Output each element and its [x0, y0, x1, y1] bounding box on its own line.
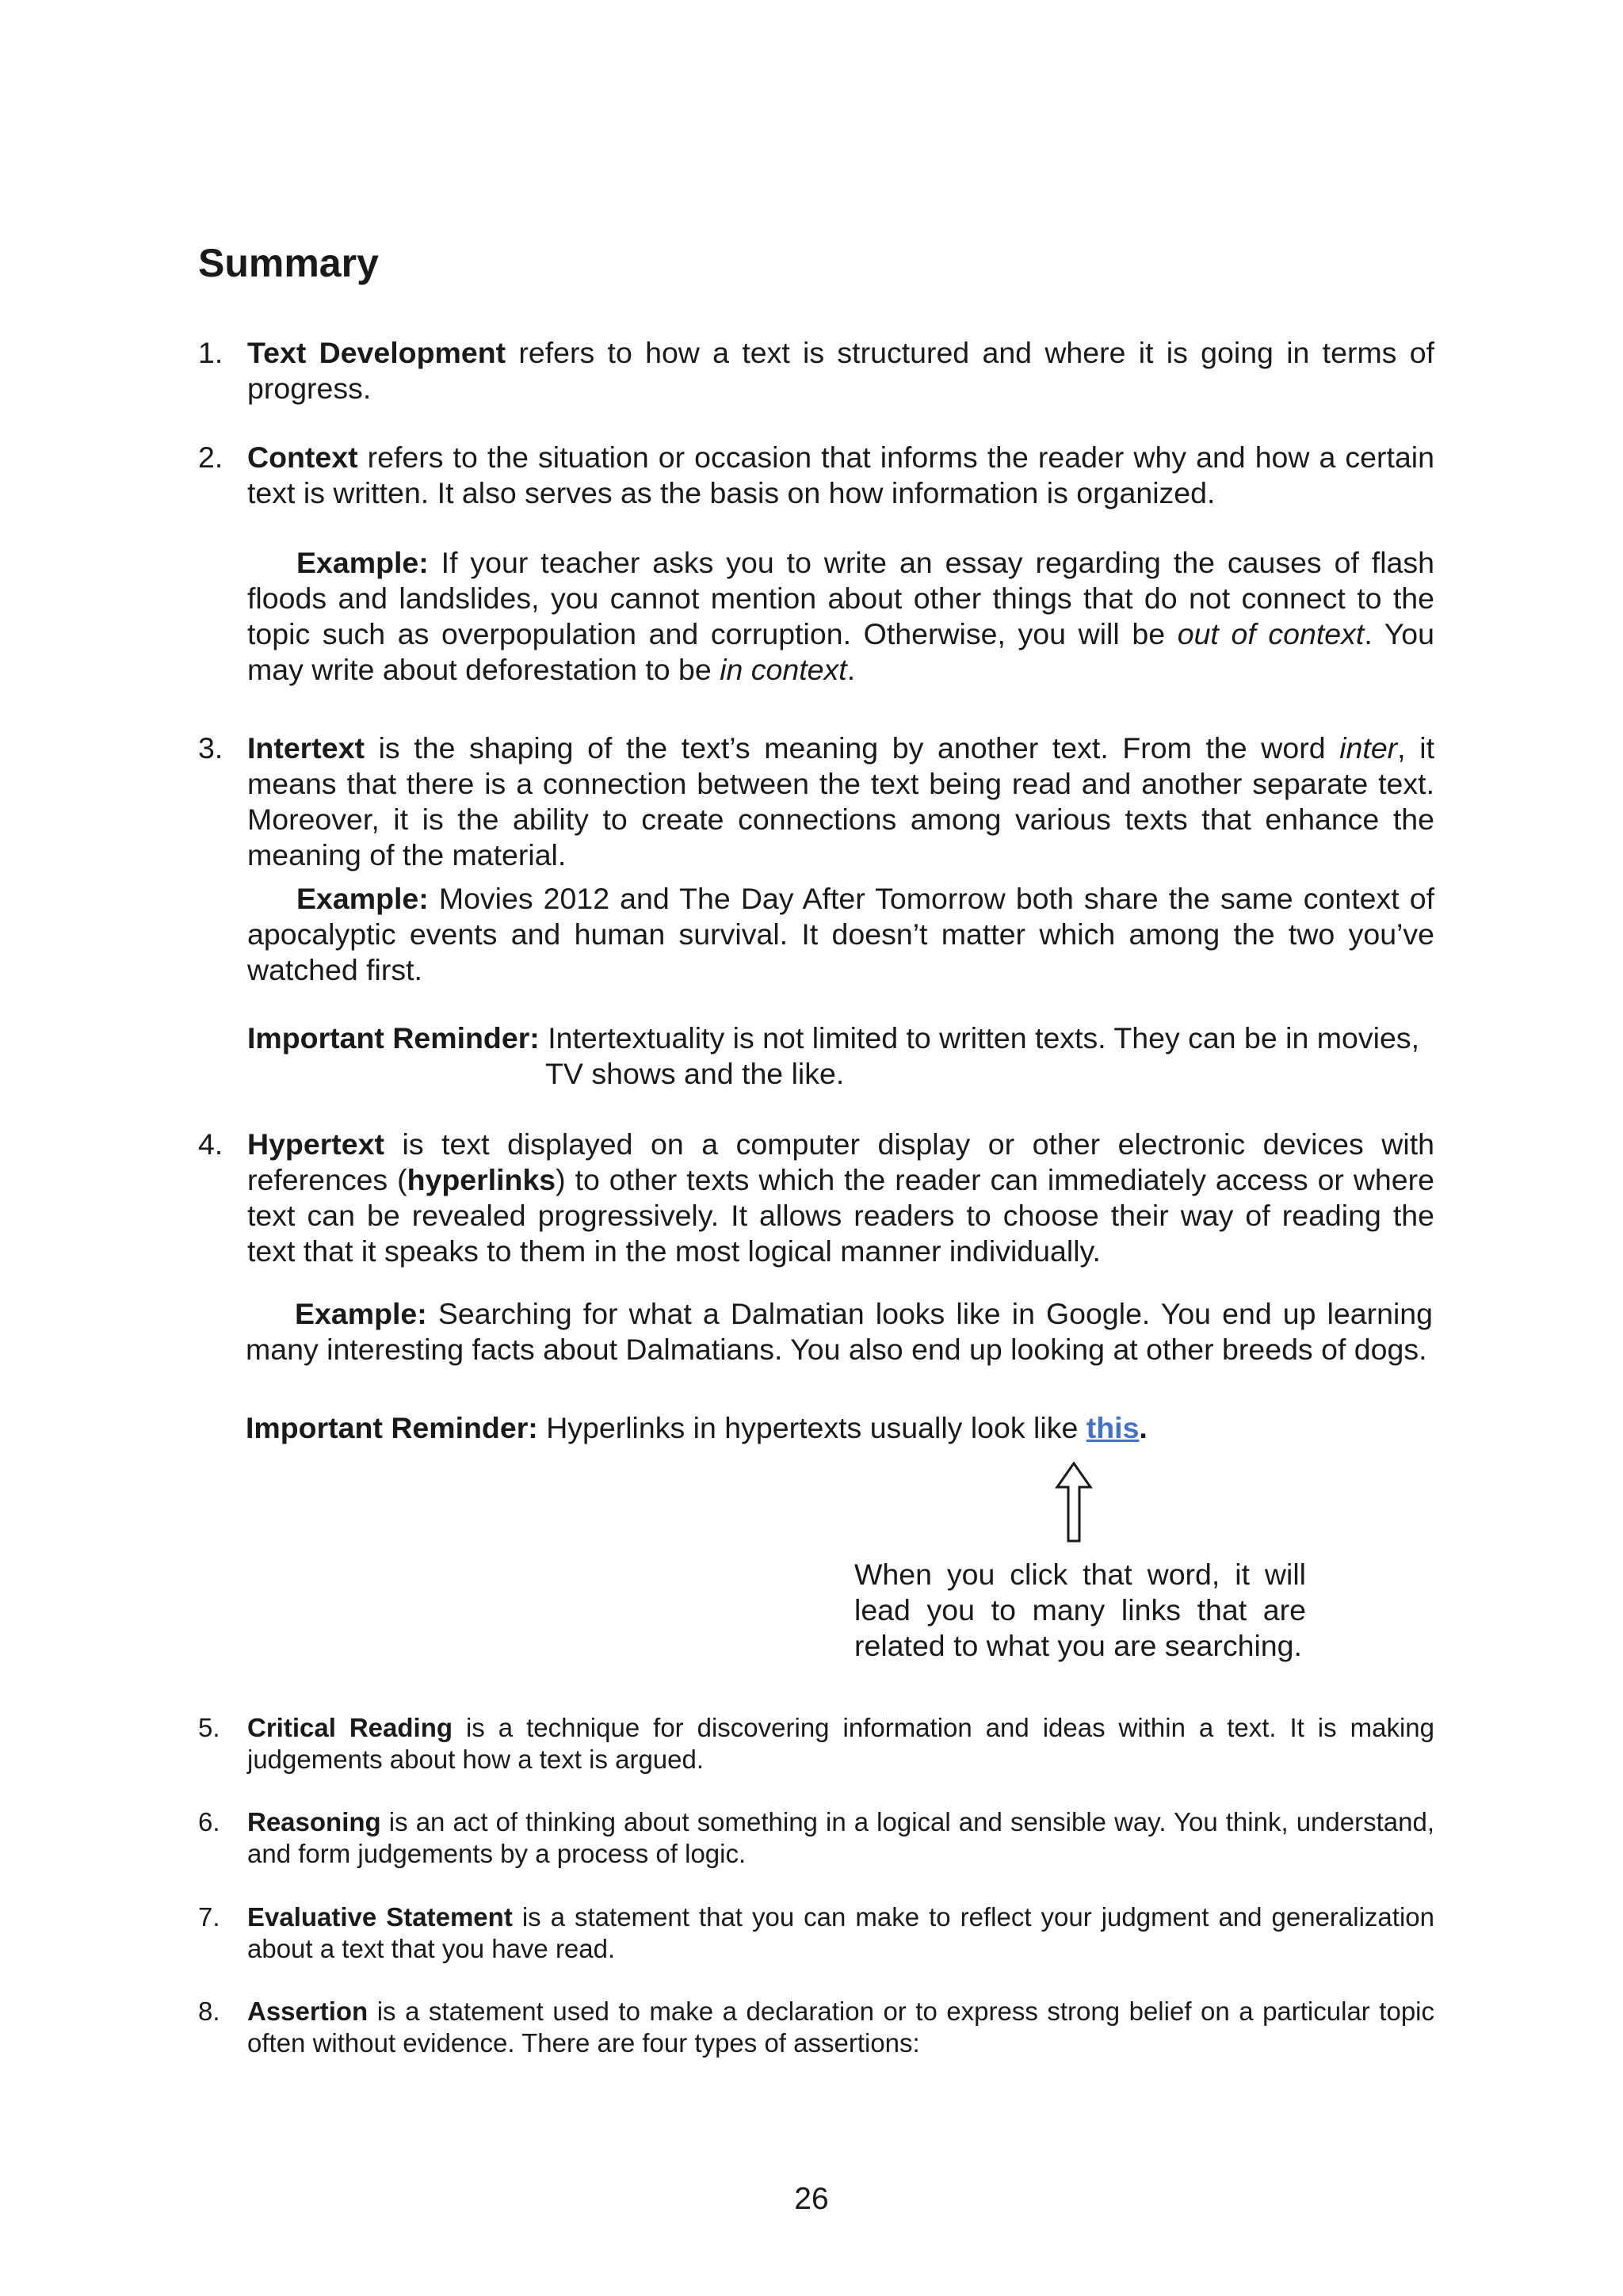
item-text: is a statement used to make a declaration or to express strong belief on a particular topic often without evidence. There are four types of assertions:: [247, 1997, 1434, 2058]
item-body: [247, 1901, 1434, 1965]
item-text: , it means that there is a connection between the text being read and another separate text. Moreover, it is the ability to create connections among various texts that enhance the meaning of the material.: [247, 731, 1434, 871]
example-label: Example:: [296, 882, 429, 915]
item-text: refers to how a text is structured and where it is going in terms of progress.: [247, 336, 1434, 405]
item-text: ) to other texts which the reader can immediately access or where text can be revealed progressively. It allows readers to choose their way of reading the text that it speaks to them in the most logical manner individually.: [247, 1163, 1434, 1268]
example-text: Movies 2012 and The Day After Tomorrow both share the same context of apocalyptic events and human survival. It doesn’t matter which among the two you’ve watched first.: [247, 882, 1434, 986]
summary-item-5: [198, 1712, 1434, 1775]
item-text: is a statement that you can make to reflect your judgment and generalization about a text that you have read.: [247, 1902, 1434, 1963]
hyperlink-reminder: [246, 1410, 1148, 1446]
item-emphasis: inter: [1339, 731, 1398, 765]
page-number: 26: [794, 2182, 829, 2216]
intertext-example: [247, 881, 1434, 988]
example-text: If your teacher asks you to write an essay regarding the causes of flash floods and landslides, you cannot mention about other things that do not connect to the topic such as overpopulation and corruption. Otherwise, you will be: [247, 546, 1434, 650]
item-number: 3.: [198, 731, 223, 765]
item-number: 8.: [198, 1997, 220, 2026]
item-number: 4.: [198, 1127, 223, 1161]
item-term: Evaluative Statement: [247, 1902, 513, 1932]
summary-item-7: [198, 1901, 1434, 1965]
example-label: Example:: [295, 1297, 427, 1330]
summary-item-6: [198, 1806, 1434, 1870]
item-term: hyperlinks: [407, 1163, 556, 1196]
intertext-reminder-continued: TV shows and the like.: [545, 1057, 845, 1090]
summary-item-4: [198, 1127, 1434, 1269]
item-term: Hypertext: [247, 1127, 384, 1161]
item-number: 6.: [198, 1807, 220, 1836]
example-text: .: [846, 653, 856, 686]
item-term: Critical Reading: [247, 1713, 453, 1742]
item-body: [247, 1806, 1434, 1870]
item-text: is the shaping of the text’s meaning by another text. From the word: [364, 731, 1340, 765]
item-text: refers to the situation or occasion that informs the reader why and how a certain text is written. It also serves as the basis on how information is organized.: [247, 441, 1434, 509]
item-text: is text displayed on a computer display or other electronic devices with references (: [247, 1127, 1434, 1196]
item-term: Context: [247, 441, 358, 474]
item-body: [247, 1996, 1434, 2059]
summary-item-2: [198, 440, 1434, 511]
item-body: [247, 440, 1434, 511]
item-term: Reasoning: [247, 1807, 381, 1836]
up-arrow-icon: [1054, 1462, 1094, 1543]
reminder-period: .: [1139, 1411, 1148, 1444]
item-number: 1.: [198, 336, 223, 369]
item-term: Intertext: [247, 731, 365, 765]
item-number: 5.: [198, 1713, 220, 1742]
item-text: is an act of thinking about something in a logical and sensible way. You think, understand, and form judgements by a process of logic.: [247, 1807, 1434, 1868]
example-text: Searching for what a Dalmatian looks like in Google. You end up learning many interesting facts about Dalmatians. You also end up looking at other breeds of dogs.: [246, 1297, 1433, 1366]
item-term: Text Development: [247, 336, 506, 369]
page-title: Summary: [198, 241, 379, 285]
hyperlink-callout: When you click that word, it will lead you to many links that are related to what you are searching.: [854, 1558, 1306, 1662]
example-emphasis: in context: [720, 653, 847, 686]
item-term: Assertion: [247, 1997, 369, 2026]
example-text: . You may write about deforestation to be: [247, 617, 1434, 686]
item-text: is a technique for discovering information and ideas within a text. It is making judgements about how a text is argued.: [247, 1713, 1434, 1774]
item-body: [247, 1127, 1434, 1269]
context-example: [247, 545, 1434, 688]
reminder-label: Important Reminder:: [247, 1021, 540, 1055]
example-emphasis: out of context: [1177, 617, 1365, 650]
example-label: Example:: [296, 546, 429, 579]
item-number: 2.: [198, 441, 223, 474]
reminder-text: Hyperlinks in hypertexts usually look like: [537, 1411, 1086, 1444]
item-body: [247, 335, 1434, 406]
reminder-text: Intertextuality is not limited to written texts. They can be in movies,: [539, 1021, 1419, 1055]
item-body: [247, 730, 1434, 873]
summary-item-1: [198, 335, 1434, 406]
intertext-reminder: [247, 1020, 1419, 1056]
item-number: 7.: [198, 1902, 220, 1932]
reminder-label: Important Reminder:: [246, 1411, 538, 1444]
hypertext-example: [246, 1296, 1433, 1367]
sample-hyperlink[interactable]: this: [1086, 1411, 1140, 1444]
summary-item-3: [198, 730, 1434, 873]
item-body: [247, 1712, 1434, 1775]
summary-item-8: [198, 1996, 1434, 2059]
